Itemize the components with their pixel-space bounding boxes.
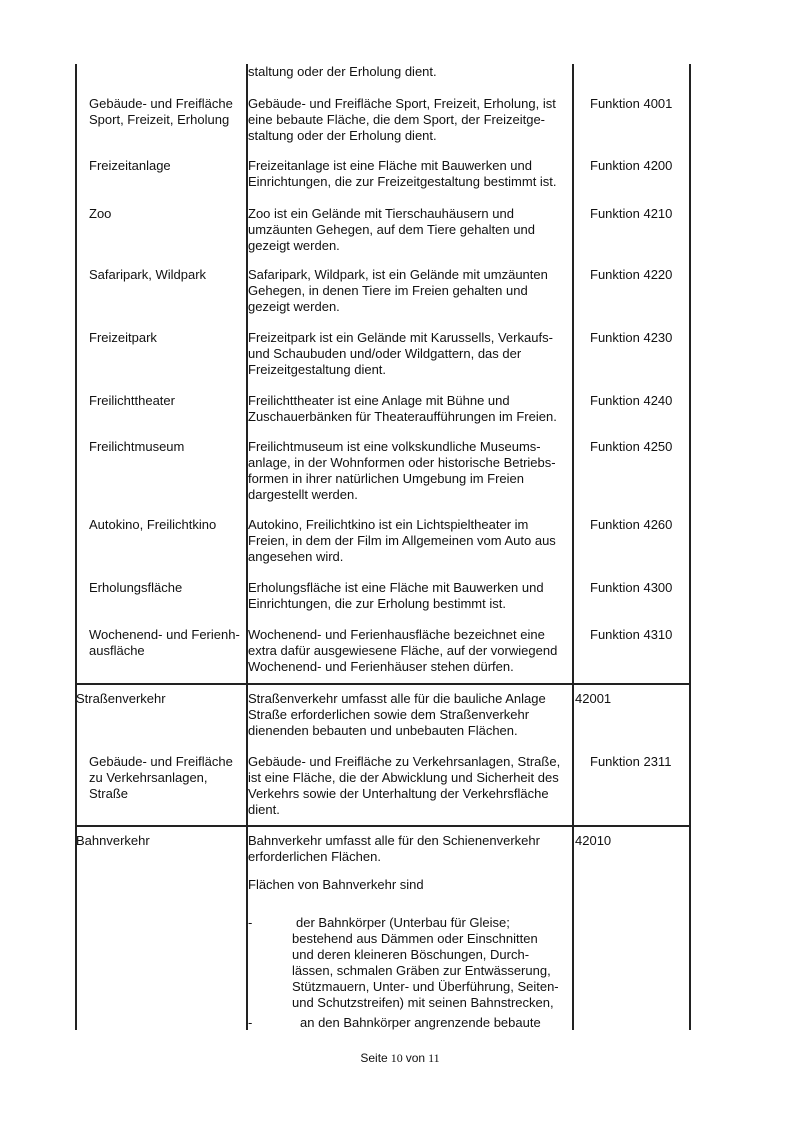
row-code: Funktion 4220 [590, 267, 673, 282]
row-code: Funktion 4230 [590, 330, 673, 345]
row-description-line: Zoo ist ein Gelände mit Tierschauhäusern und [248, 206, 514, 221]
footer-label: von [405, 1051, 426, 1065]
row-description [248, 330, 553, 378]
row-description-line: formen in ihrer natürlichen Umgebung im Freien [248, 471, 525, 486]
row-description [248, 96, 556, 144]
row-name [89, 627, 240, 659]
row-description-line: ist eine Fläche, die der Abwicklung und Sicherheit des [248, 770, 559, 785]
row-code: Funktion 4200 [590, 158, 673, 173]
row-name [89, 517, 216, 533]
row-code: Funktion 4300 [590, 580, 673, 595]
row-name [89, 158, 171, 174]
list-item-line: und Schutzstreifen) mit seinen Bahnstrecken, [292, 995, 554, 1010]
row-code: Funktion 4001 [590, 96, 673, 111]
row-description-line: Autokino, Freilichtkino ist ein Lichtspieltheater im [248, 517, 529, 532]
list-intro: Flächen von Bahnverkehr sind [248, 877, 424, 892]
row-name-line: Freizeitpark [89, 330, 157, 345]
footer-label: Seite [360, 1051, 388, 1065]
table-border-right [689, 64, 691, 1030]
row-description-line: Freizeitpark ist ein Gelände mit Karussells, Verkaufs- [248, 330, 553, 345]
row-description-line: gezeigt werden. [248, 299, 340, 314]
row-description-line: umzäunten Gehegen, auf dem Tiere gehalten und [248, 222, 535, 237]
row-name [89, 439, 184, 455]
row-description-line: eine bebaute Fläche, die dem Sport, der Freizeitge- [248, 112, 546, 127]
row-description-line: anlage, in der Wohnformen oder historische Betriebs- [248, 455, 556, 470]
row-description-line: extra dafür ausgewiesene Fläche, auf der vorwiegend [248, 643, 558, 658]
row-description-line: Straße erforderlichen sowie dem Straßenverkehr [248, 707, 530, 722]
row-description-line: Gebäude- und Freifläche zu Verkehrsanlagen, Straße, [248, 754, 561, 769]
row-name [89, 267, 206, 283]
row-description-line: Freilichttheater ist eine Anlage mit Bühne und [248, 393, 510, 408]
row-description [248, 627, 557, 675]
row-divider [75, 825, 691, 827]
row-name [76, 833, 150, 849]
column-divider-2 [572, 64, 574, 1030]
row-name [89, 206, 111, 222]
row-description-line: Freilichtmuseum ist eine volkskundliche Museums- [248, 439, 541, 454]
row-name-line: ausfläche [89, 643, 145, 658]
list-item-line: lässen, schmalen Gräben zur Entwässerung, [292, 963, 551, 978]
row-name-line: zu Verkehrsanlagen, [89, 770, 208, 785]
row-code: 42010 [575, 833, 612, 848]
row-description-line: staltung oder der Erholung dient. [248, 64, 437, 79]
row-description-line: Einrichtungen, die zur Erholung bestimmt ist. [248, 596, 506, 611]
row-description-line: dient. [248, 802, 280, 817]
row-description [248, 833, 540, 865]
bullet-dash: - [248, 1015, 253, 1030]
row-description-line: dienenden bebauten und unbebauten Flächen. [248, 723, 518, 738]
row-description-line: Einrichtungen, die zur Freizeitgestaltung bestimmt ist. [248, 174, 557, 189]
row-description-line: Gehegen, in denen Tiere im Freien gehalten und [248, 283, 528, 298]
row-description-line: Freizeitanlage ist eine Fläche mit Bauwerken und [248, 158, 532, 173]
row-description-line: Wochenend- und Ferienhausfläche bezeichnet eine [248, 627, 545, 642]
row-description [248, 64, 437, 80]
row-name-line: Safaripark, Wildpark [89, 267, 207, 282]
row-name [89, 330, 157, 346]
row-code: Funktion 4210 [590, 206, 673, 221]
row-description [248, 691, 546, 739]
row-name-line: Erholungsfläche [89, 580, 183, 595]
row-name [89, 96, 233, 128]
row-description-line: Erholungsfläche ist eine Fläche mit Bauwerken und [248, 580, 544, 595]
row-description [248, 158, 557, 190]
row-description-line: Straßenverkehr umfasst alle für die bauliche Anlage [248, 691, 546, 706]
row-description-line: Freizeitgestaltung dient. [248, 362, 387, 377]
row-description-line: dargestellt werden. [248, 487, 358, 502]
row-code: Funktion 4260 [590, 517, 673, 532]
row-name-line: Gebäude- und Freifläche [89, 754, 233, 769]
row-code: Funktion 2311 [590, 754, 672, 769]
page-total: 11 [428, 1051, 440, 1065]
row-name-line: Sport, Freizeit, Erholung [89, 112, 230, 127]
row-name [89, 754, 233, 802]
list-item [292, 1015, 541, 1031]
row-description-line: Freien, in dem der Film im Allgemeinen vom Auto aus [248, 533, 556, 548]
row-description [248, 580, 544, 612]
row-description-line: Wochenend- und Ferienhäuser stehen dürfen. [248, 659, 514, 674]
row-code: Funktion 4250 [590, 439, 673, 454]
row-name [76, 691, 166, 707]
row-description [248, 206, 535, 254]
row-name-line: Zoo [89, 206, 112, 221]
row-name-line: Straße [89, 786, 129, 801]
list-item-line: der Bahnkörper (Unterbau für Gleise; [296, 915, 510, 930]
row-description [248, 267, 548, 315]
list-item-line: an den Bahnkörper angrenzende bebaute [300, 1015, 541, 1030]
row-name-line: Wochenend- und Ferienh- [89, 627, 240, 642]
row-name-line: Freilichtmuseum [89, 439, 185, 454]
row-description-line: angesehen wird. [248, 549, 344, 564]
row-divider [75, 683, 691, 685]
row-description-line: staltung oder der Erholung dient. [248, 128, 437, 143]
row-description-line: Bahnverkehr umfasst alle für den Schienenverkehr [248, 833, 540, 848]
row-description [248, 517, 556, 565]
row-code: Funktion 4310 [590, 627, 673, 642]
list-item-line: und deren kleineren Böschungen, Durch- [292, 947, 530, 962]
page-number: 10 [390, 1051, 403, 1065]
row-code: Funktion 4240 [590, 393, 673, 408]
row-description-line: gezeigt werden. [248, 238, 340, 253]
row-description-line: Zuschauerbänken für Theateraufführungen im Freien. [248, 409, 557, 424]
row-description [248, 393, 557, 425]
row-description [248, 439, 556, 503]
row-description-line: und Schaubuden und/oder Wildgattern, das der [248, 346, 522, 361]
row-name-line: Gebäude- und Freifläche [89, 96, 233, 111]
list-item [292, 915, 559, 1011]
row-name-line: Bahnverkehr [76, 833, 150, 848]
row-name-line: Freilichttheater [89, 393, 175, 408]
row-name-line: Freizeitanlage [89, 158, 171, 173]
row-code: 42001 [575, 691, 612, 706]
row-name [89, 580, 182, 596]
row-description-line: Verkehrs sowie der Unterhaltung der Verkehrsfläche [248, 786, 549, 801]
row-name [89, 393, 175, 409]
row-name-line: Straßenverkehr [76, 691, 166, 706]
row-description-line: erforderlichen Flächen. [248, 849, 381, 864]
row-description-line: Safaripark, Wildpark, ist ein Gelände mit umzäunten [248, 267, 548, 282]
row-name-line: Autokino, Freilichtkino [89, 517, 217, 532]
bullet-dash: - [248, 915, 253, 930]
page-footer [0, 1051, 800, 1066]
list-item-line: bestehend aus Dämmen oder Einschnitten [292, 931, 538, 946]
row-description-line: Gebäude- und Freifläche Sport, Freizeit, Erholung, ist [248, 96, 556, 111]
row-description [248, 754, 560, 818]
table-border-left [75, 64, 77, 1030]
list-item-line: Stützmauern, Unter- und Überführung, Seiten- [292, 979, 559, 994]
